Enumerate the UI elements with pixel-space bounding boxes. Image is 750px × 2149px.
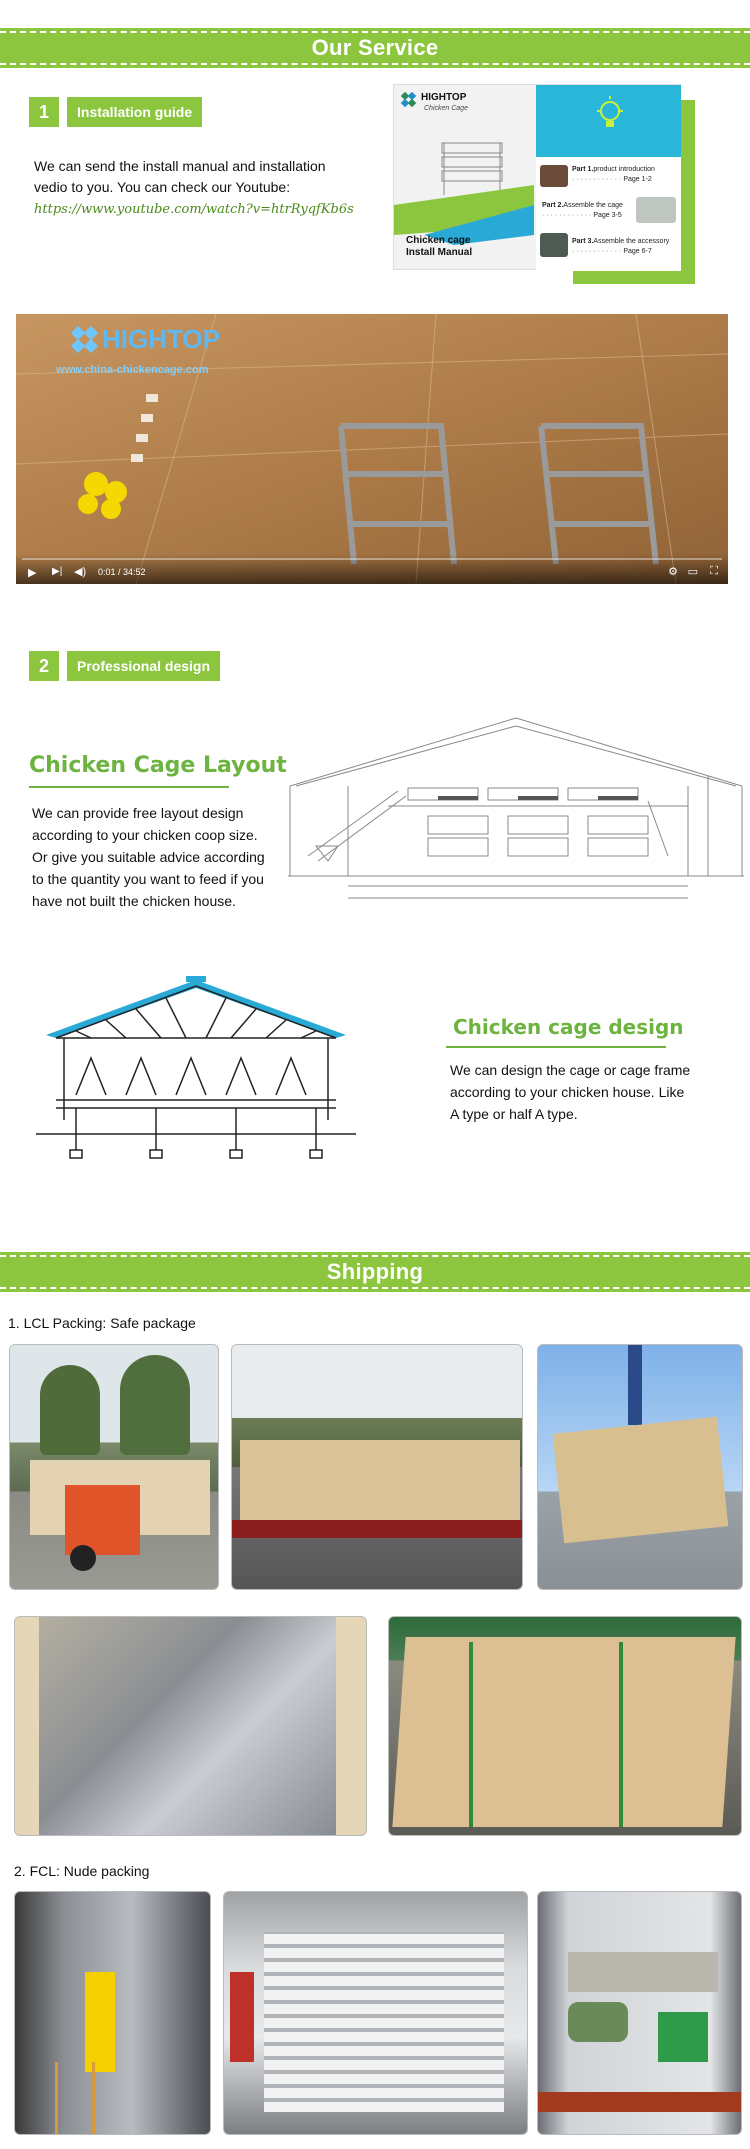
banner-dash-top	[0, 1255, 750, 1257]
ladder	[55, 2062, 95, 2135]
photo-crate-contents	[14, 1616, 367, 1836]
installation-text-line1: We can send the install manual and installation	[34, 158, 326, 174]
cage-design-text-line: A type or half A type.	[450, 1106, 578, 1122]
forklift	[65, 1485, 140, 1555]
settings-icon[interactable]: ⚙	[668, 566, 678, 578]
video-progress-bar[interactable]	[22, 558, 722, 560]
lightbulb-icon	[594, 95, 626, 140]
banner-dash-bottom	[0, 1287, 750, 1289]
part-title: Part 1.	[572, 166, 594, 173]
banner-dash-top	[0, 31, 750, 33]
photo-nude-cage-stack	[223, 1891, 528, 2135]
cage-design-text	[450, 1059, 730, 1125]
wooden-crate	[553, 1417, 729, 1544]
truck-bed	[232, 1520, 523, 1538]
video-logo	[70, 324, 220, 355]
manual-part-3: Part 3.Assemble the accessory · · · · · · · · · · · · Page 6-7	[572, 238, 670, 255]
part-page: Page 1-2	[623, 176, 652, 183]
install-manual-image	[393, 84, 695, 284]
next-icon[interactable]: ▶|	[52, 566, 63, 577]
step-label: Installation guide	[67, 97, 202, 127]
photo-crate-lifting	[537, 1344, 743, 1590]
part-title: Part 3.	[572, 238, 594, 245]
part-title: Part 2.	[542, 202, 564, 209]
hightop-logo-icon	[70, 325, 100, 355]
part-desc: Assemble the accessory	[593, 238, 670, 245]
manual-cover-title-line2: Install Manual	[406, 247, 473, 258]
our-service-title: Our Service	[311, 35, 439, 60]
part-desc: product introduction	[593, 166, 655, 173]
layout-text-line: Or give you suitable advice according	[32, 849, 265, 865]
cage-frame-drawing	[36, 970, 356, 1170]
manual-cover	[393, 84, 681, 270]
strap	[619, 1642, 623, 1827]
tree-shape	[120, 1355, 190, 1455]
our-service-banner	[0, 28, 750, 68]
shipping-title: Shipping	[326, 1259, 424, 1284]
layout-title-underline	[29, 786, 229, 788]
tree-shape	[40, 1365, 100, 1455]
photo-forklift-crates	[9, 1344, 219, 1590]
play-icon[interactable]: ▶	[28, 567, 37, 579]
wooden-crate	[392, 1637, 735, 1827]
cage-frames	[264, 1932, 504, 2112]
photo-loaded-container	[537, 1891, 742, 2135]
layout-title: Chicken Cage Layout	[29, 753, 287, 778]
photo-sealed-crate	[388, 1616, 742, 1836]
photo-container-worker	[14, 1891, 211, 2135]
crane-arm	[628, 1345, 642, 1425]
part2-thumb	[636, 197, 676, 223]
lcl-caption: 1. LCL Packing: Safe package	[8, 1315, 196, 1331]
video-time: 0:01 / 34:52	[98, 567, 146, 577]
theater-mode-icon[interactable]: ▭	[687, 566, 698, 578]
step-installation-guide	[29, 97, 202, 127]
cage-design-text-line: We can design the cage or cage frame	[450, 1062, 691, 1078]
step-number: 1	[29, 97, 59, 127]
manual-brand-sub: Chicken Cage	[424, 105, 468, 112]
fullscreen-icon[interactable]: ⛶	[710, 565, 718, 577]
manual-blue-panel	[536, 85, 681, 157]
layout-text-line: to the quantity you want to feed if you	[32, 871, 264, 887]
part3-thumb	[540, 233, 568, 257]
part1-thumb	[540, 165, 568, 187]
photo-truck-crates	[231, 1344, 523, 1590]
cage-design-text-line: according to your chicken house. Like	[450, 1084, 685, 1100]
cargo-bag	[568, 2002, 628, 2042]
wooden-crate-row	[240, 1440, 520, 1520]
volume-icon[interactable]: ◀)	[74, 566, 87, 578]
crate-side	[15, 1617, 39, 1836]
cage-design-title-underline	[446, 1046, 666, 1048]
layout-text-line: according to your chicken coop size.	[32, 827, 258, 843]
fcl-caption: 2. FCL: Nude packing	[14, 1863, 150, 1879]
manual-parts-list	[536, 157, 681, 271]
layout-text	[32, 802, 292, 912]
installation-video[interactable]	[16, 314, 728, 584]
manual-brand: HIGHTOP	[421, 92, 467, 103]
part-page: Page 6-7	[623, 248, 652, 255]
worker	[85, 1972, 115, 2072]
worker	[230, 1972, 254, 2062]
manual-part-1: Part 1.product introduction · · · · · · · · · · · · Page 1-2	[572, 166, 655, 183]
cargo-box	[658, 2012, 708, 2062]
step-label: Professional design	[67, 651, 220, 681]
part-desc: Assemble the cage	[563, 202, 623, 209]
video-logo-text: HIGHTOP	[102, 324, 220, 354]
banner-dash-bottom	[0, 63, 750, 65]
cage-layout-drawing	[288, 716, 744, 912]
video-controls	[16, 554, 728, 584]
part-page: Page 3-5	[593, 212, 622, 219]
installation-text	[34, 156, 374, 220]
crate-side	[336, 1617, 366, 1836]
installation-text-line2: vedio to you. You can check our Youtube:	[34, 179, 291, 195]
layout-text-line: We can provide free layout design	[32, 805, 244, 821]
cage-design-title: Chicken cage design	[453, 1015, 684, 1039]
layout-text-line: have not built the chicken house.	[32, 893, 236, 909]
strap	[469, 1642, 473, 1827]
step-number: 2	[29, 651, 59, 681]
manual-cover-title-line1: Chicken cage	[406, 235, 471, 246]
video-url: www.china-chickencage.com	[56, 364, 209, 376]
manual-cover-title	[406, 235, 472, 259]
youtube-link[interactable]: https://www.youtube.com/watch?v=htrRyqfKb6s	[34, 202, 354, 217]
container-floor	[538, 2092, 742, 2112]
shipping-banner	[0, 1252, 750, 1292]
manual-part-2: Part 2.Assemble the cage · · · · · · · · · · · · Page 3-5	[542, 202, 623, 219]
cargo-stack	[568, 1952, 718, 1992]
forklift-wheel	[70, 1545, 96, 1571]
step-professional-design	[29, 651, 220, 681]
